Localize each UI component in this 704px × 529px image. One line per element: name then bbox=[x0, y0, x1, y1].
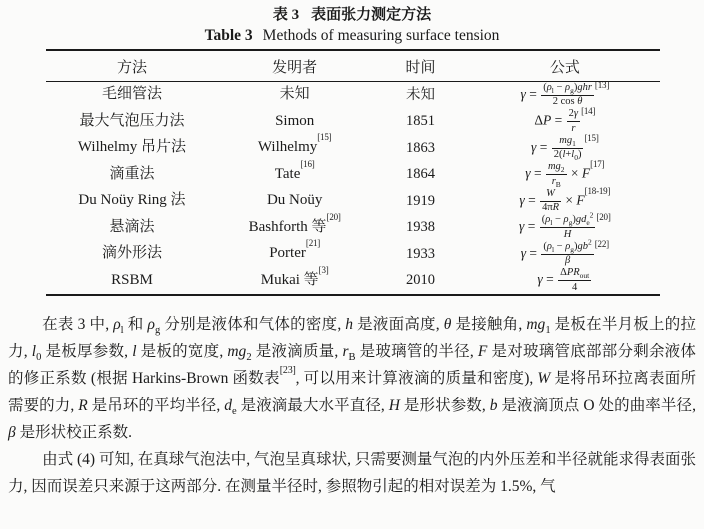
cell-method: Wilhelmy 吊片法 bbox=[77, 139, 187, 156]
table-row bbox=[46, 82, 660, 109]
table-row bbox=[46, 268, 660, 296]
table-caption-en bbox=[8, 25, 696, 47]
cell-inventor: 未知 bbox=[279, 86, 310, 103]
cell-method: 滴重法 bbox=[109, 165, 155, 182]
cell-method: Du Noüy Ring 法 bbox=[78, 192, 186, 209]
paragraph-symbols-explanation: 在表 3 中, $\rho_l$ 和 $\rho_g$ 分别是液体和气体的密度, h 是液面高度, θ 是接触角, $mg_1$ 是板在半月板上的拉力, $l_0$ 是板厚参数, l 是板的宽度, $mg_2$ 是液滴质量, $r_B$ 是玻璃管的半径, F 是对玻璃管底部部分剩余液体的修正系数 (根据 Harkins-Brown 函数表[23], 可以用来计算液滴的质量和密度), W 是将吊环拉离表面所需要的力, R 是吊环的平均半径, $d_e$ 是液滴最大水平直径, H 是形状参数, b 是液滴顶点 O 处的曲率半径, β 是形状校正系数. bbox=[8, 316, 696, 441]
cell-formula: γ = $\frac{(\rho_l - \rho_g)gb^2}{\beta}$ [22] bbox=[520, 237, 609, 267]
cell-method: 滴外形法 bbox=[101, 245, 162, 262]
table-row bbox=[46, 241, 660, 268]
cell-method: 最大气泡压力法 bbox=[79, 112, 185, 129]
cell-year: 1919 bbox=[406, 192, 436, 209]
cell-method: 毛细管法 bbox=[101, 86, 162, 103]
column-header-formula: 公式 bbox=[549, 59, 580, 76]
surface-tension-methods-table bbox=[46, 49, 660, 296]
cell-year: 1863 bbox=[406, 139, 436, 156]
column-header-method: 方法 bbox=[116, 59, 147, 76]
table-caption-cn-label: 表 3 bbox=[272, 7, 300, 23]
cell-formula: γ = $\frac{mg_1}{2(l+l_0)}$ [15] bbox=[530, 132, 599, 163]
column-header-year: 时间 bbox=[405, 59, 436, 76]
table-caption-en-label: Table 3 bbox=[204, 27, 253, 44]
cell-year: 2010 bbox=[406, 272, 436, 289]
cell-year: 1864 bbox=[406, 166, 436, 183]
cell-inventor: Porter[21] bbox=[269, 238, 321, 262]
cell-formula: γ = $\frac{\Delta PR_{out}}{4}$ bbox=[537, 267, 590, 293]
cell-year: 未知 bbox=[406, 86, 436, 103]
table-caption-cn bbox=[8, 5, 696, 25]
cell-formula: ΔP = $\frac{2\gamma}{r}$ [14] bbox=[534, 106, 596, 134]
cell-formula: γ = $\frac{W}{4\pi R}$ × F[18-19] bbox=[519, 185, 611, 214]
table-row bbox=[46, 162, 660, 189]
column-header-inventor: 发明者 bbox=[272, 59, 318, 76]
table-header-row bbox=[46, 50, 660, 82]
table-row bbox=[46, 188, 660, 215]
cell-method: 悬滴法 bbox=[109, 218, 155, 235]
cell-formula: γ = $\frac{(\rho_l - \rho_g)gd_e^2}{H}$ [20] bbox=[519, 210, 611, 240]
cell-inventor: Tate[16] bbox=[274, 158, 315, 182]
table-row bbox=[46, 135, 660, 162]
cell-inventor: Mukai 等[3] bbox=[260, 264, 329, 288]
cell-year: 1933 bbox=[406, 245, 436, 262]
cell-year: 1938 bbox=[406, 219, 436, 236]
cell-inventor: Wilhelmy[15] bbox=[257, 132, 332, 156]
cell-method: RSBM bbox=[111, 271, 153, 288]
table-row bbox=[46, 109, 660, 136]
table-caption-cn-text: 表面张力测定方法 bbox=[311, 7, 432, 23]
cell-inventor: Bashforth 等[20] bbox=[248, 211, 341, 235]
cell-formula: γ = $\frac{mg_2}{r_B}$ × F[17] bbox=[525, 159, 605, 189]
cell-inventor: Du Noüy bbox=[266, 192, 323, 209]
cell-inventor: Simon bbox=[275, 112, 315, 129]
cell-year: 1851 bbox=[406, 113, 436, 130]
body-text bbox=[8, 311, 696, 500]
table-row bbox=[46, 215, 660, 242]
table-caption-en-text: Methods of measuring surface tension bbox=[262, 27, 500, 44]
paragraph-error-analysis: 由式 (4) 可知, 在真球气泡法中, 气泡呈真球状, 只需要测量气泡的内外压差和半径就能求得表面张力, 因而误差只来源于这两部分. 在测量半径时, 参照物引起的相对误差为 1.5%, 气 bbox=[8, 451, 696, 495]
cell-formula: γ = $\frac{(\rho_l - \rho_g)ghr}{\text{2 cos θ}}$ [13] bbox=[520, 79, 610, 108]
